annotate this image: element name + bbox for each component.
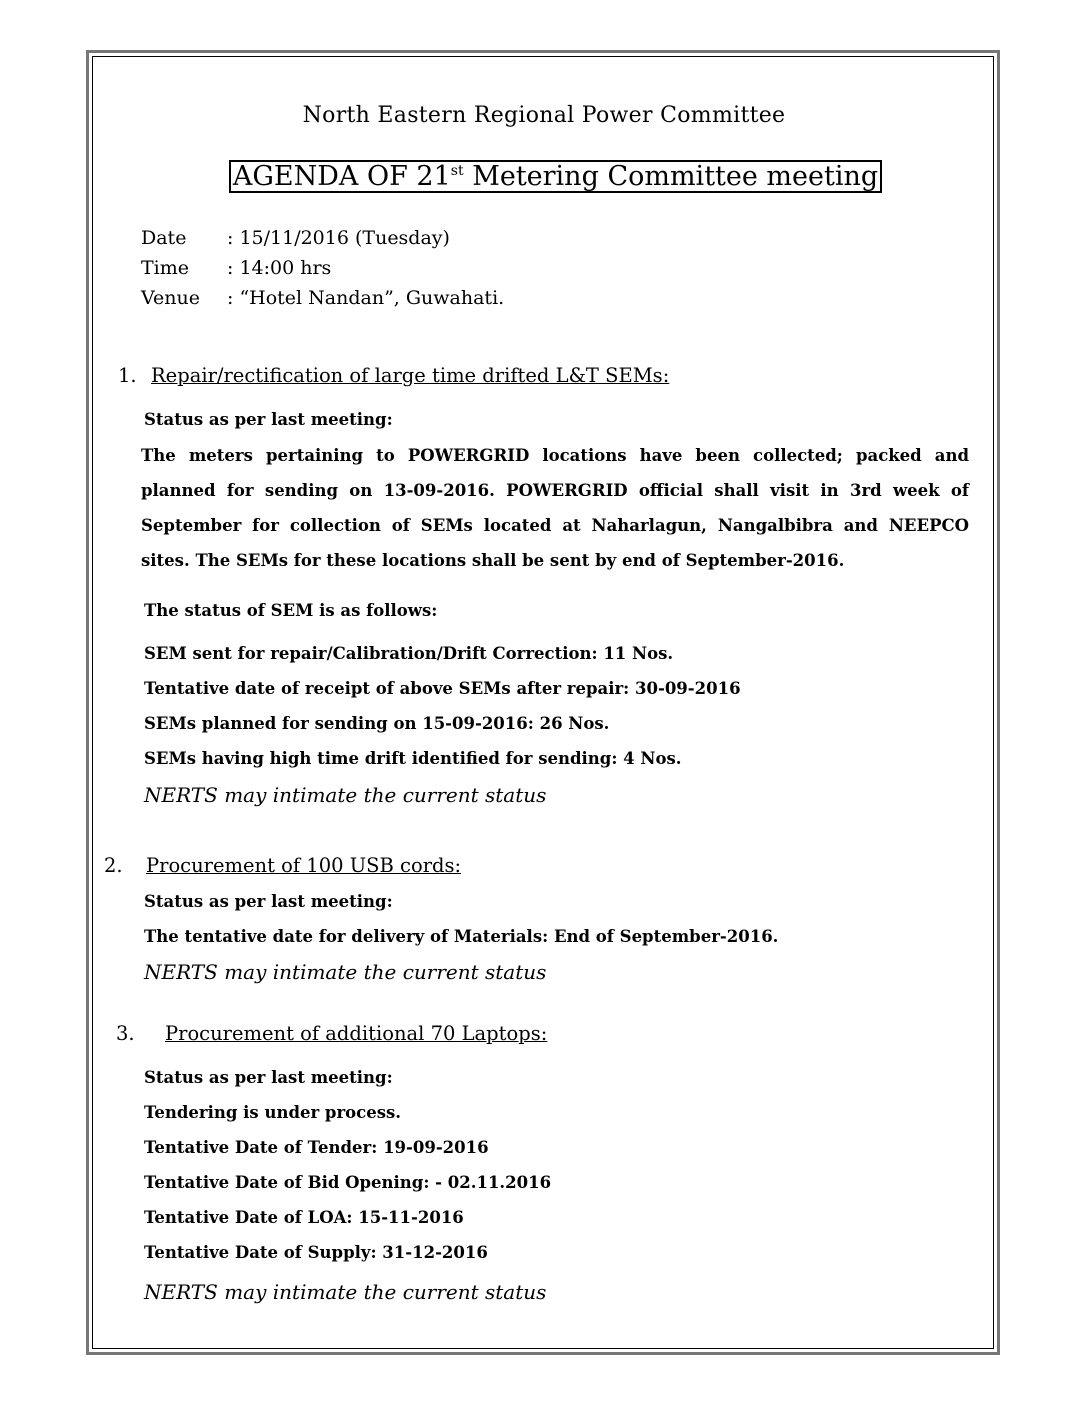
venue-label: Venue <box>141 287 200 309</box>
item-3-line: Tendering is under process. <box>144 1103 402 1122</box>
organization-name: North Eastern Regional Power Committee <box>302 103 786 128</box>
item-title: Procurement of 100 USB cords: <box>146 854 462 877</box>
paragraph-line: The meters pertaining to POWERGRID locations have been collected; packed and <box>141 446 969 465</box>
item-1-sub-label: The status of SEM is as follows: <box>144 601 438 620</box>
time-label: Time <box>141 257 190 279</box>
item-3-line: Tentative Date of Bid Opening: - 02.11.2016 <box>144 1173 552 1192</box>
item-3-status-label: Status as per last meeting: <box>144 1068 393 1087</box>
paragraph-line: sites. The SEMs for these locations shall be sent by end of September-2016. <box>141 551 845 570</box>
meeting-venue-row <box>141 287 504 309</box>
item-1-note: NERTS may intimate the current status <box>144 783 547 807</box>
item-3-line: Tentative Date of Supply: 31-12-2016 <box>144 1243 488 1262</box>
agenda-title <box>229 160 882 193</box>
item-1-line: Tentative date of receipt of above SEMs after repair: 30-09-2016 <box>144 679 741 698</box>
date-label: Date <box>141 227 187 249</box>
venue-value: : “Hotel Nandan”, Guwahati. <box>227 287 505 309</box>
item-1-status-label: Status as per last meeting: <box>144 410 393 429</box>
item-1-line: SEM sent for repair/Calibration/Drift Correction: 11 Nos. <box>144 644 674 663</box>
meeting-date-row <box>141 227 450 249</box>
item-2-status-label: Status as per last meeting: <box>144 892 393 911</box>
item-number: 3. <box>116 1022 135 1045</box>
item-1-line: SEMs planned for sending on 15-09-2016: 26 Nos. <box>144 714 610 733</box>
item-1-line: SEMs having high time drift identified for sending: 4 Nos. <box>144 749 682 768</box>
date-value: : 15/11/2016 (Tuesday) <box>227 227 450 249</box>
item-number: 1. <box>118 364 137 387</box>
title-prefix: AGENDA OF 21 <box>232 161 451 192</box>
item-2-note: NERTS may intimate the current status <box>144 960 547 984</box>
meeting-time-row <box>141 257 331 279</box>
item-title: Repair/rectification of large time drifted L&T SEMs: <box>151 364 670 387</box>
item-3-line: Tentative Date of Tender: 19-09-2016 <box>144 1138 489 1157</box>
agenda-item-3-heading <box>116 1022 547 1045</box>
time-value: : 14:00 hrs <box>227 257 332 279</box>
agenda-item-1-heading <box>118 364 669 387</box>
item-3-line: Tentative Date of LOA: 15-11-2016 <box>144 1208 464 1227</box>
title-superscript: st <box>450 163 464 179</box>
item-3-note: NERTS may intimate the current status <box>144 1280 547 1304</box>
title-suffix: Metering Committee meeting <box>463 161 879 192</box>
item-2-line: The tentative date for delivery of Materials: End of September-2016. <box>144 927 779 946</box>
paragraph-line: September for collection of SEMs located at Naharlagun, Nangalbibra and NEEPCO <box>141 516 969 535</box>
agenda-item-2-heading <box>104 854 461 877</box>
item-title: Procurement of additional 70 Laptops: <box>165 1022 548 1045</box>
paragraph-line: planned for sending on 13-09-2016. POWERGRID official shall visit in 3rd week of <box>141 481 969 500</box>
item-1-status-paragraph <box>141 438 969 578</box>
item-number: 2. <box>104 854 123 877</box>
